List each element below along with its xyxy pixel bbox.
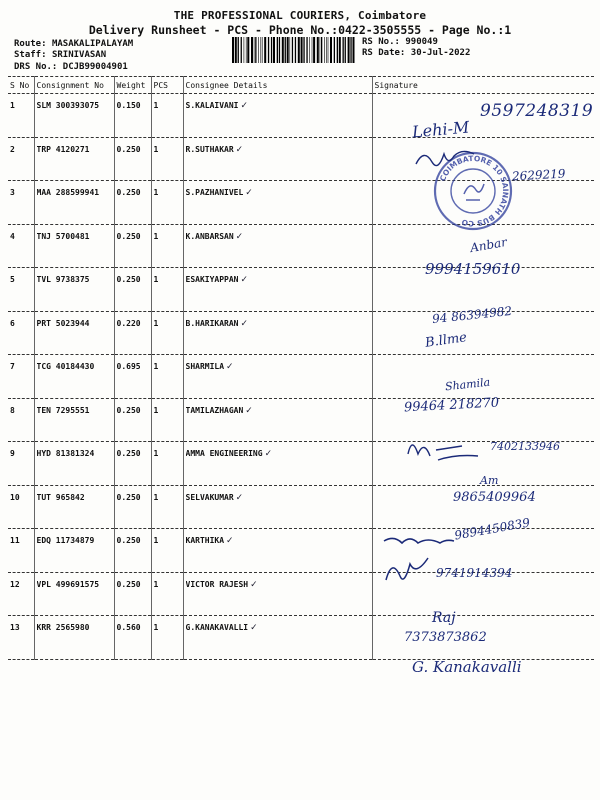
consignee-cell <box>183 572 372 616</box>
drs-value: DCJB99004901 <box>62 62 128 72</box>
weight-cell <box>114 268 151 312</box>
consignee-cell <box>183 94 372 138</box>
consignment-cell <box>34 224 114 268</box>
handwritten-phone: 9741914394 <box>436 566 513 580</box>
weight-text: 0.250 <box>116 144 141 154</box>
consignee-text: VICTOR RAJESH <box>185 579 249 589</box>
pcs-cell <box>151 181 183 225</box>
pcs-text: 1 <box>153 623 159 632</box>
barcode-bar <box>313 37 315 63</box>
consignment-text: TRP 4120271 <box>36 144 90 154</box>
sno-text: 7 <box>10 362 15 371</box>
sno-cell <box>8 398 34 442</box>
consignee-cell <box>183 355 372 399</box>
consignment-cell <box>34 572 114 616</box>
barcode-bar <box>301 37 303 63</box>
barcode-bar <box>268 37 269 63</box>
consignee-text: K.ANBARSAN <box>185 231 234 241</box>
checkmark-icon: ✓ <box>226 536 234 546</box>
pcs-text: 1 <box>153 231 159 241</box>
consignee-text: SHARMILA <box>185 362 225 371</box>
sno-text: 1 <box>10 101 15 110</box>
pcs-text: 1 <box>153 362 159 371</box>
consignee-cell <box>183 181 372 225</box>
handwritten-phone: 9994159610 <box>425 260 521 278</box>
table-row <box>8 355 594 399</box>
consignee-text: ESAKIYAPPAN <box>185 275 239 284</box>
pcs-text: 1 <box>153 536 159 545</box>
consignment-text: EDQ 11734879 <box>36 536 95 545</box>
checkmark-icon: ✓ <box>245 188 253 198</box>
barcode-bar <box>285 37 286 63</box>
checkmark-icon: ✓ <box>245 405 253 416</box>
consignment-cell <box>34 616 114 660</box>
barcode-bar <box>337 37 338 63</box>
document-subtitle: Delivery Runsheet - PCS - Phone No.:0422-3505555 - Page No.:1 <box>88 23 512 37</box>
drs-label: DRS No.: <box>14 62 58 72</box>
barcode-bar <box>328 37 329 63</box>
route-value: MASAKALIPALAYAM <box>51 39 134 49</box>
barcode-bar <box>251 37 253 63</box>
handwritten-signature: G. Kanakavalli <box>412 658 522 676</box>
sno-text: 11 <box>10 536 20 545</box>
pcs-text: 1 <box>153 101 159 110</box>
pcs-cell <box>151 355 183 399</box>
consignment-text: SLM 300393075 <box>36 101 100 110</box>
barcode-bar <box>232 37 234 63</box>
sno-text: 6 <box>10 318 15 328</box>
pcs-cell <box>151 398 183 442</box>
pcs-cell <box>151 311 183 355</box>
pcs-cell <box>151 616 183 660</box>
consignee-wrap <box>186 529 372 546</box>
barcode-bar <box>290 37 291 63</box>
weight-cell <box>114 572 151 616</box>
barcode-bar <box>339 37 341 63</box>
weight-text: 0.250 <box>116 275 141 284</box>
sno-text: 13 <box>10 623 20 632</box>
sno-cell <box>8 94 34 138</box>
weight-cell <box>114 398 151 442</box>
barcode-bar <box>261 37 262 63</box>
pcs-cell <box>151 529 183 573</box>
consignment-text: HYD 81381324 <box>36 449 95 458</box>
sno-cell <box>8 355 34 399</box>
handwritten-phone: 7402133946 <box>490 440 560 453</box>
consignment-text: TNJ 5700481 <box>36 231 90 241</box>
pcs-cell <box>151 268 183 312</box>
consignee-cell <box>183 137 372 181</box>
weight-text: 0.250 <box>116 188 141 197</box>
consignee-wrap <box>186 94 372 111</box>
rs-date-line <box>362 48 470 58</box>
weight-cell <box>114 442 151 486</box>
consignee-text: TAMILAZHAGAN <box>185 405 244 415</box>
barcode-bar <box>306 37 307 63</box>
consignment-cell <box>34 442 114 486</box>
barcode-bar <box>317 37 319 63</box>
handwritten-signature: Lehi-M <box>411 117 471 142</box>
consignee-wrap <box>186 225 372 242</box>
consignment-cell <box>34 529 114 573</box>
route-label: Route: <box>14 39 47 49</box>
consignee-wrap <box>186 399 372 416</box>
barcode-bar <box>353 37 355 63</box>
barcode-bar <box>303 37 304 63</box>
barcode-bar <box>330 37 332 63</box>
barcode-bar <box>246 37 247 63</box>
barcode-bar <box>241 37 242 63</box>
table-row <box>8 616 594 660</box>
consignee-text: B.HARIKARAN <box>185 318 239 328</box>
col-consignment-header: Consignment No <box>34 77 114 94</box>
checkmark-icon: ✓ <box>235 492 244 503</box>
pcs-text: 1 <box>153 275 159 284</box>
consignment-text: TUT 965842 <box>36 492 85 502</box>
consignment-cell <box>34 94 114 138</box>
barcode-bar <box>264 37 266 63</box>
rs-date-value: 30-Jul-2022 <box>410 48 471 58</box>
weight-text: 0.250 <box>116 449 141 458</box>
barcode-bar <box>255 37 256 63</box>
handwritten-phone: 9597248319 <box>480 101 594 121</box>
barcode-bar <box>273 37 275 63</box>
weight-cell <box>114 137 151 181</box>
handwritten-scribble <box>410 146 480 176</box>
consignment-text: TEN 7295551 <box>36 405 90 415</box>
barcode-bar <box>324 37 325 63</box>
weight-cell <box>114 616 151 660</box>
consignment-cell <box>34 398 114 442</box>
consignment-text: MAA 288599941 <box>36 188 100 197</box>
consignee-text: S.PAZHANIVEL <box>185 188 244 197</box>
barcode-bar <box>348 37 350 63</box>
consignee-cell <box>183 268 372 312</box>
consignee-wrap <box>186 573 372 590</box>
weight-cell <box>114 224 151 268</box>
weight-text: 0.560 <box>116 623 141 632</box>
barcode-bar <box>326 37 327 63</box>
sno-cell <box>8 311 34 355</box>
pcs-cell <box>151 224 183 268</box>
barcode-bar <box>247 37 249 63</box>
sno-cell <box>8 268 34 312</box>
route-line <box>14 39 133 49</box>
sno-cell <box>8 572 34 616</box>
checkmark-icon: ✓ <box>250 579 258 590</box>
consignee-wrap <box>186 616 372 633</box>
barcode-bar <box>244 37 245 63</box>
consignment-text: VPL 499691575 <box>36 579 100 589</box>
consignment-cell <box>34 137 114 181</box>
checkmark-icon: ✓ <box>235 231 244 242</box>
weight-cell <box>114 485 151 529</box>
weight-cell <box>114 181 151 225</box>
checkmark-icon: ✓ <box>240 318 249 329</box>
staff-label: Staff: <box>14 50 47 60</box>
sno-text: 3 <box>10 188 15 197</box>
consignee-cell <box>183 311 372 355</box>
staff-value: SRINIVASAN <box>51 50 107 60</box>
stamp-text: COIMBATORE 10 SAINATH BUS CO <box>437 153 511 229</box>
barcode-bar <box>238 37 239 63</box>
col-weight-header: Weight <box>114 77 151 94</box>
sno-text: 5 <box>10 275 15 284</box>
rs-no-value: 990049 <box>405 37 438 47</box>
handwritten-scribble <box>380 525 460 551</box>
consignment-text: TVL 9738375 <box>36 275 90 284</box>
sno-text: 2 <box>10 144 15 154</box>
col-sno-header: S No <box>8 77 34 94</box>
consignment-cell <box>34 268 114 312</box>
consignee-text: S.KALAIVANI <box>185 101 239 110</box>
consignee-wrap <box>186 486 372 503</box>
checkmark-icon: ✓ <box>240 275 249 285</box>
pcs-text: 1 <box>153 188 159 197</box>
staff-line <box>14 50 106 60</box>
sno-text: 10 <box>10 492 20 502</box>
pcs-cell <box>151 572 183 616</box>
weight-cell <box>114 311 151 355</box>
handwritten-signature: Am <box>480 474 499 487</box>
barcode-bar <box>343 37 344 63</box>
consignee-cell <box>183 485 372 529</box>
sno-text: 9 <box>10 449 15 458</box>
checkmark-icon: ✓ <box>235 144 244 155</box>
consignee-text: AMMA ENGINEERING <box>185 449 263 458</box>
weight-text: 0.220 <box>116 318 141 328</box>
consignee-text: G.KANAKAVALLI <box>185 623 249 632</box>
barcode-bar <box>312 37 313 63</box>
handwritten-signature: Shamila <box>444 375 491 394</box>
handwritten-signature: B.llme <box>424 330 468 351</box>
handwritten-scribble <box>380 556 436 588</box>
barcode-bar <box>295 37 296 63</box>
weight-text: 0.250 <box>116 231 141 241</box>
checkmark-icon: ✓ <box>226 362 234 372</box>
pcs-cell <box>151 137 183 181</box>
sno-cell <box>8 485 34 529</box>
pcs-text: 1 <box>153 579 159 589</box>
barcode <box>232 37 356 63</box>
checkmark-icon: ✓ <box>250 623 258 633</box>
consignment-text: PRT 5023944 <box>36 318 90 328</box>
weight-cell <box>114 529 151 573</box>
consignee-text: R.SUTHAKAR <box>185 144 234 154</box>
consignment-cell <box>34 311 114 355</box>
consignee-wrap <box>186 312 372 329</box>
sno-text: 8 <box>10 405 15 415</box>
consignee-cell <box>183 398 372 442</box>
consignee-wrap <box>186 355 372 372</box>
barcode-bar <box>309 37 310 63</box>
barcode-bar <box>334 37 335 63</box>
weight-cell <box>114 355 151 399</box>
barcode-bar <box>282 37 284 63</box>
barcode-bar <box>298 37 300 63</box>
col-signature-header: Signature <box>372 77 594 94</box>
pcs-cell <box>151 442 183 486</box>
consignee-wrap <box>186 442 372 459</box>
consignee-cell <box>183 442 372 486</box>
sno-cell <box>8 181 34 225</box>
consignee-wrap <box>186 138 372 155</box>
pcs-text: 1 <box>153 449 159 458</box>
weight-cell <box>114 94 151 138</box>
barcode-bar <box>271 37 272 63</box>
consignment-cell <box>34 181 114 225</box>
pcs-text: 1 <box>153 144 159 154</box>
weight-text: 0.250 <box>116 492 141 502</box>
rs-no-label: RS No.: <box>362 37 400 47</box>
consignment-cell <box>34 355 114 399</box>
pcs-cell <box>151 485 183 529</box>
consignee-text: SELVAKUMAR <box>185 492 234 502</box>
weight-text: 0.150 <box>116 101 141 110</box>
pcs-text: 1 <box>153 405 159 415</box>
document-title: THE PROFESSIONAL COURIERS, Coimbatore <box>173 9 427 22</box>
barcode-bar <box>277 37 278 63</box>
barcode-bar <box>350 37 351 63</box>
handwritten-phone: 7373873862 <box>404 630 487 645</box>
sno-text: 4 <box>10 231 15 241</box>
sno-cell <box>8 224 34 268</box>
handwritten-phone: 99464 218270 <box>403 395 500 416</box>
barcode-bar <box>287 37 289 63</box>
barcode-bar <box>321 37 322 63</box>
pcs-cell <box>151 94 183 138</box>
table-header-row <box>8 77 594 94</box>
sno-text: 12 <box>10 579 20 589</box>
barcode-bar <box>254 37 255 63</box>
sno-cell <box>8 442 34 486</box>
consignee-cell <box>183 224 372 268</box>
handwritten-signature: Raj <box>432 610 456 626</box>
barcode-bar <box>345 37 346 63</box>
barcode-bar <box>258 37 259 63</box>
handwritten-phone: 9865409964 <box>453 490 536 505</box>
consignment-cell <box>34 485 114 529</box>
consignee-cell <box>183 616 372 660</box>
checkmark-icon: ✓ <box>264 449 273 459</box>
sno-cell <box>8 137 34 181</box>
consignment-text: KRR 2565980 <box>36 623 90 632</box>
checkmark-icon: ✓ <box>240 101 249 111</box>
sno-cell <box>8 529 34 573</box>
pcs-text: 1 <box>153 492 159 502</box>
col-pcs-header: PCS <box>151 77 183 94</box>
consignment-text: TCG 40184430 <box>36 362 95 371</box>
handwritten-scribble <box>402 432 492 466</box>
handwritten-signature: Anbar <box>469 234 508 256</box>
weight-text: 0.250 <box>116 579 141 589</box>
table-row <box>8 398 594 442</box>
consignee-cell <box>183 529 372 573</box>
weight-text: 0.695 <box>116 362 141 371</box>
barcode-bar <box>320 37 321 63</box>
sno-cell <box>8 616 34 660</box>
barcode-bar <box>235 37 237 63</box>
col-consignee-header: Consignee Details <box>183 77 372 94</box>
handwritten-phone: 2629219 <box>511 166 566 184</box>
rs-no-line <box>362 37 438 47</box>
barcode-bar <box>292 37 293 63</box>
rs-date-label: RS Date: <box>362 48 406 58</box>
weight-text: 0.250 <box>116 536 141 545</box>
consignee-wrap <box>186 268 372 285</box>
handwritten-phone: 94 86394982 <box>431 303 513 327</box>
handwritten-phone: 9894450839 <box>453 515 531 543</box>
barcode-bar <box>279 37 280 63</box>
drs-line <box>14 62 128 72</box>
consignee-text: KARTHIKA <box>185 536 225 545</box>
weight-text: 0.250 <box>116 405 141 415</box>
consignee-wrap <box>186 181 372 198</box>
pcs-text: 1 <box>153 318 159 328</box>
barcode-bar <box>262 37 263 63</box>
